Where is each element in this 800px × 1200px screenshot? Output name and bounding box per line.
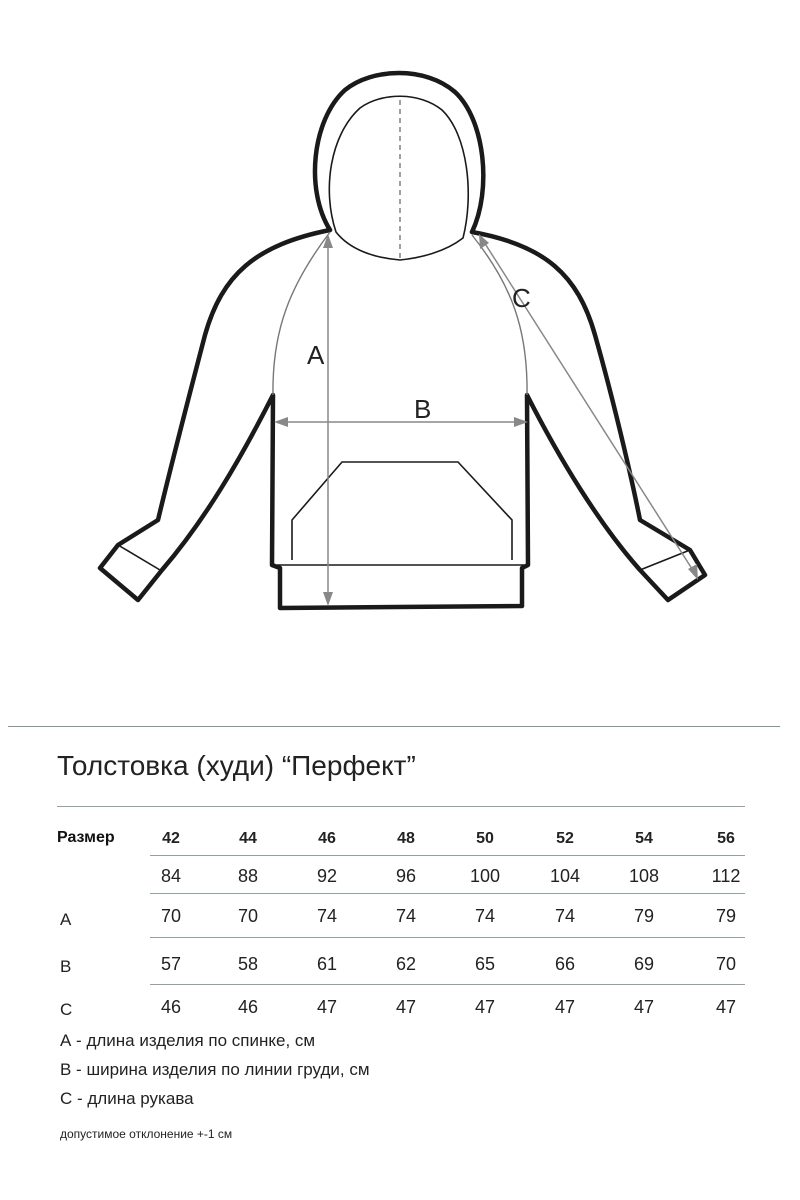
table-cell: 46 (160, 997, 182, 1017)
cuff-left-seam (118, 545, 160, 570)
table-cell: 47 (633, 997, 655, 1017)
table-cell: 74 (395, 906, 417, 926)
table-line (150, 937, 745, 938)
hood-inner (329, 96, 468, 260)
chest-cell: 104 (549, 866, 581, 886)
section-divider (8, 726, 780, 727)
tolerance-note: допустимое отклонение +-1 см (60, 1127, 233, 1141)
title-underline (57, 806, 745, 807)
raglan-seam-right (472, 235, 527, 395)
note-c: С - длина рукава (60, 1089, 194, 1108)
measure-a-arrow-top (323, 234, 333, 248)
size-cell: 56 (717, 830, 735, 847)
chest-cell: 96 (395, 866, 417, 886)
table-cell: 46 (237, 997, 259, 1017)
row-label-c: C (60, 1000, 73, 1019)
size-cell: 52 (556, 830, 574, 847)
table-cell: 70 (160, 906, 182, 926)
table-cell: 57 (160, 954, 182, 974)
pocket-outline (292, 462, 512, 560)
label-a: A (307, 340, 325, 370)
table-cell: 70 (237, 906, 259, 926)
measure-b-arrow-left (274, 417, 288, 427)
table-cell: 47 (395, 997, 417, 1017)
label-b: B (414, 394, 432, 424)
table-cell: 74 (474, 906, 496, 926)
row-label-a: A (60, 910, 72, 929)
table-cell: 79 (633, 906, 655, 926)
table-cell: 47 (715, 997, 737, 1017)
note-a: А - длина изделия по спинке, см (60, 1031, 316, 1050)
size-cell: 48 (397, 830, 415, 847)
table-cell: 47 (474, 997, 496, 1017)
table-cell: 58 (237, 954, 259, 974)
size-cell: 54 (635, 830, 653, 847)
label-c: C (512, 283, 531, 313)
table-line (150, 984, 745, 985)
chest-cell: 112 (711, 866, 741, 886)
table-cell: 74 (316, 906, 338, 926)
table-cell: 66 (554, 954, 576, 974)
size-cell: 44 (239, 830, 257, 847)
table-cell: 70 (715, 954, 737, 974)
table-cell: 61 (316, 954, 338, 974)
body-outline (100, 230, 705, 608)
measure-a-arrow-bottom (323, 592, 333, 606)
table-cell: 69 (633, 954, 655, 974)
product-title: Толстовка (худи) “Перфект” (57, 750, 416, 781)
chest-cell: 88 (237, 866, 259, 886)
table-cell: 47 (316, 997, 338, 1017)
chest-cell: 84 (160, 866, 182, 886)
raglan-seam-left (273, 232, 330, 395)
table-line (150, 893, 745, 894)
size-column-label: Размер (57, 829, 115, 846)
table-cell: 65 (474, 954, 496, 974)
size-cell: 46 (318, 830, 336, 847)
chest-cell: 108 (628, 866, 660, 886)
chest-cell: 100 (469, 866, 501, 886)
table-cell: 47 (554, 997, 576, 1017)
table-line (150, 855, 745, 856)
note-b: В - ширина изделия по линии груди, см (60, 1060, 370, 1079)
size-cell: 50 (476, 830, 494, 847)
table-cell: 79 (715, 906, 737, 926)
chest-cell: 92 (316, 866, 338, 886)
row-label-b: B (60, 957, 72, 976)
size-cell: 42 (162, 830, 180, 847)
table-cell: 62 (395, 954, 417, 974)
table-cell: 74 (554, 906, 576, 926)
measure-c-arrow-bottom (688, 564, 698, 580)
